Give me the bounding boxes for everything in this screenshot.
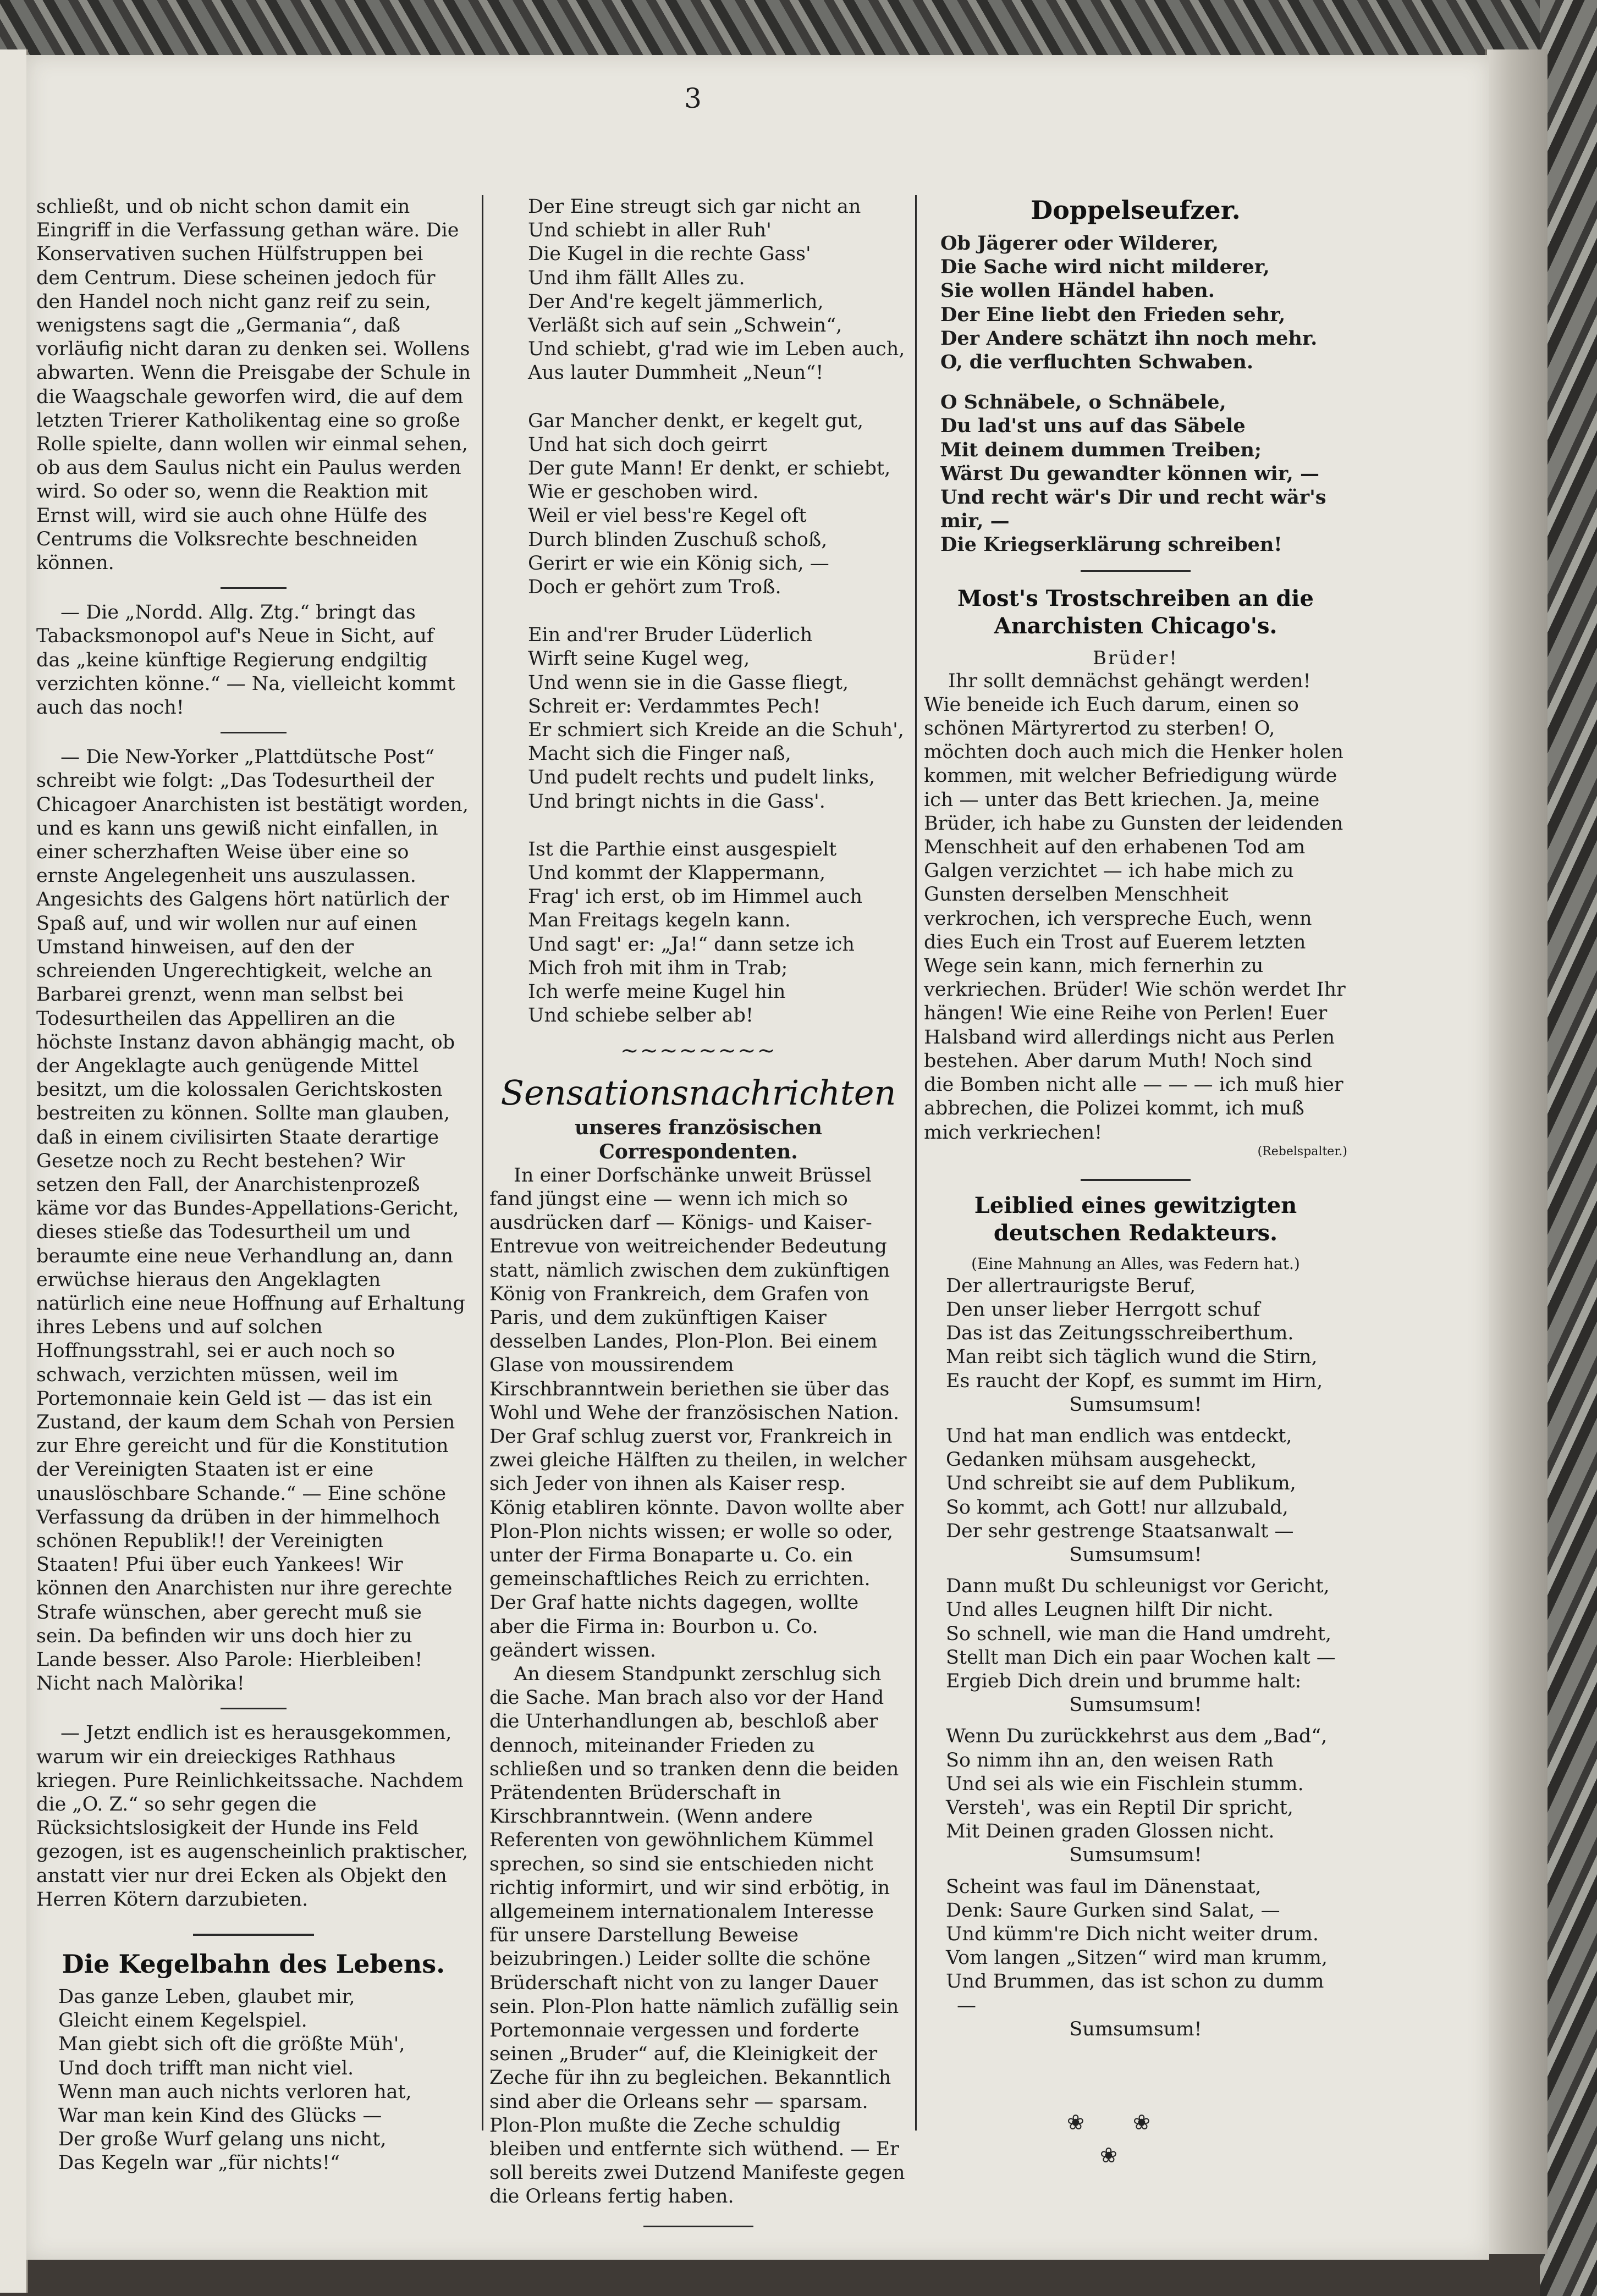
verse-line: Stellt man Dich ein paar Wochen kalt — (946, 1646, 1336, 1669)
poem-stanza (489, 410, 907, 600)
poem-title-kegelbahn: Die Kegelbahn des Lebens. (62, 1949, 445, 1979)
verse-line: Schreit er: Verdammtes Pech! (528, 695, 821, 718)
poem-stanza (489, 623, 907, 814)
verse-line: Frag' ich erst, ob im Himmel auch (528, 886, 863, 908)
poem-stanza (924, 390, 1347, 556)
verse-line: Weil er viel bess're Kegel oft (528, 505, 807, 527)
verse-line: Den unser lieber Herrgott schuf (946, 1298, 1260, 1321)
sensation-paragraph-1: In einer Dorfschänke unweit Brüssel fand jüngst eine — wenn ich mich so ausdrücken darf — Königs- und Kaiser-Entrevue von weitreichender Bedeutung statt, nämlich zwischen dem zukünftigen König von Frankreich, dem Grafen von Paris, und dem zukünftigen Kaiser desselben Landes, Plon-Plon. Bei einem Glase von moussirendem Kirschbranntwein beriethen sie über das Wohl und Wehe der französischen Nation. Der Graf schlug zuerst vor, Frankreich in zwei gleiche Hälften zu theilen, in welcher sich Jeder von ihnen als Kaiser resp. König etabliren könnte. Davon wollte aber Plon-Plon nichts wissen; er wolle so oder, unter der Firma Bonaparte u. Co. ein gemeinschaftliches Reich zu errichten. Der Graf hatte nichts dagegen, wollte aber die Firma in: Bourbon u. Co. geändert wissen. (489, 1164, 907, 1662)
separator (221, 732, 287, 733)
verse-line: Scheint was faul im Dänenstaat, (946, 1875, 1262, 1898)
poem-stanza (489, 195, 907, 385)
verse-line: Durch blinden Zuschuß schoß, (528, 528, 828, 551)
verse-line: Und alles Leugnen hilft Dir nicht. (946, 1599, 1274, 1621)
heading-leiblied: Leiblied eines gewitzigten deutschen Redakteurs. (974, 1192, 1297, 1246)
poem-kegelbahn (36, 1985, 471, 2176)
verse-line: Und pudelt rechts und pudelt links, (528, 766, 875, 789)
verse-line: Versteh', was ein Reptil Dir spricht, (946, 1796, 1293, 1819)
verse-line: Man giebt sich oft die größte Müh', (58, 2033, 405, 2056)
verse-line: Du lad'st uns auf das Säbele (940, 415, 1246, 438)
article-continuation: schließt, und ob nicht schon damit ein Eingriff in die Verfassung gethan wäre. Die Konservativen suchen Hülfstruppen bei dem Centrum. Diese scheinen jedoch für den Handel noch nicht ganz reif zu sein, wenigstens sagt die „Germania“, daß vorläufig nicht daran zu denken sei. Wollens abwarten. Wenn die Preisgabe der Schule in die Waagschale geworfen wird, die auf dem letzten Trierer Katholikentag eine so große Rolle spielte, dann wollen wir einmal sehen, ob aus dem Saulus nicht ein Paulus werden wird. So oder so, wenn die Reaktion mit Ernst will, wird sie auch ohne Hülfe des Centrums die Volksrechte beschneiden können. (36, 196, 471, 575)
news-item-anarchisten: — Die New-Yorker „Plattdütsche Post“ schreibt wie folgt: „Das Todesurtheil der Chicagoer Anarchisten ist bestätigt worden, und es kann uns gewiß nicht einfallen, in einer scherzhaften Weise über eine so ernste Angelegenheit uns auszulassen. Angesichts des Galgens hört natürlich der Spaß auf, und wir wollen nur auf einen Umstand hinweisen, auf den der schreienden Ungerechtigkeit, welche an Barbarei grenzt, wenn man selbst bei Todesurtheilen das Appelliren an die höchste Instanz davon abhängig macht, ob der Angeklagte auch genügende Mittel besitzt, um die kolossalen Gerichtskosten bestreiten zu können. Sollte man glauben, daß in einem civilisirten Staate derartige Gesetze noch zu Recht bestehen? Wir setzen den Fall, der Anarchistenprozeß käme vor das Bundes-Appellations-Gericht, dieses stieße das Todesurtheil um und beraumte eine neue Verhandlung an, dann erwüchse hieraus den Angeklagten natürlich eine neue Hoffnung auf Erhaltung ihres Lebens und auf solchen Hoffnungsstrahl, sei er auch noch so schwach, verzichten müssen, weil im Portemonnaie kein Geld ist — das ist ein Zustand, der kaum dem Schah von Persien zur Ehre gereicht und für die Konstitution der Vereinigten Staaten ist er eine unauslöschbare Schande.“ — Eine schöne Verfassung da drüben in der himmelhoch schönen Republik!! der Vereinigten Staaten! Pfui über euch Yankees! Wir können den Anarchisten nur ihre gerechte Strafe wünschen, aber gerecht muß sie sein. Da befinden wir uns doch hier zu Lande besser. Also Parole: Hierbleiben! Nicht nach Malòrika! (36, 746, 469, 1695)
separator (1081, 1179, 1191, 1181)
verse-line: Und kümm're Dich nicht weiter drum. (946, 1923, 1319, 1945)
verse-line: Wie er geschoben wird. (528, 481, 759, 504)
verse-line: Die Kugel in die rechte Gass' (528, 243, 811, 266)
page-number: 3 (684, 82, 702, 114)
verse-line: So kommt, ach Gott! nur allzubald, (946, 1496, 1288, 1519)
verse-line: Und schiebt, g'rad wie im Leben auch, (528, 338, 905, 361)
most-letter-text: Ihr sollt demnächst gehängt werden! Wie beneide ich Euch darum, einen so schönen Märtyrertod zu sterben! O, möchten doch auch mich die Henker holen kommen, mit welcher Befriedigung würde ich — unter das Bett kriechen. Ja, meine Brüder, ich habe zu Gunsten der leidenden Menschheit auf den erhabenen Tod am Galgen verzichtet — ich habe mich zu Gunsten derselben Menschheit verkrochen, ich verspreche Euch, wenn dies Euch ein Trost auf Euerem letzten Wege sein kann, mich fernerhin zu verkriechen. Brüder! Wie schön werdet Ihr hängen! Wie eine Reihe von Perlen! Euer Halsband wird allerdings nicht aus Perlen bestehen. Aber darum Muth! Noch sind die Bomben nicht alle — — — ich muß hier abbrechen, die Polizei kommt, ich muß mich verkriechen! (924, 670, 1346, 1144)
verse-line: War man kein Kind des Glücks — (58, 2105, 382, 2127)
column-rule-right (915, 195, 917, 2131)
verse-line: Mich froh mit ihm in Trab; (528, 957, 788, 979)
wavy-divider: ∼∼∼∼∼∼∼∼ (620, 1037, 777, 1063)
refrain: Sumsumsum! (1069, 1844, 1202, 1867)
verse-line: Der Eine liebt den Frieden sehr, (940, 303, 1286, 326)
verse-line: Ein and'rer Bruder Lüderlich (528, 624, 813, 647)
verse-line: Mit Deinen graden Glossen nicht. (946, 1820, 1275, 1843)
ornament-group (1067, 2110, 1177, 2176)
verse-line: Und schreibt sie auf dem Publikum, (946, 1472, 1296, 1495)
verse-line: Der gute Mann! Er denkt, er schiebt, (528, 457, 891, 480)
refrain: Sumsumsum! (1069, 1694, 1202, 1717)
verse-line: Wenn Du zurückkehrst aus dem „Bad“, (946, 1725, 1328, 1748)
sensation-paragraph-2: An diesem Standpunkt zerschlug sich die Sache. Man brach also vor der Hand die Unterhandlungen ab, beschloß aber dennoch, miteinander Frieden zu schließen und so tranken denn die beiden Prätendenten Brüderschaft in Kirschbranntwein. (Wenn andere Referenten von gewöhnlichem Kümmel sprechen, so sind sie entschieden nicht richtig informirt, und wir sind erbötig, in allgemeinem internationalem Interesse für unsere Darstellung Beweise beizubringen.) Leider sollte die schöne Brüderschaft nicht von zu langer Dauer sein. Plon-Plon hatte nämlich zufällig sein Portemonnaie vergessen und forderte seinen „Bruder“ auf, die Kleinigkeit der Zeche für ihn zu begleichen. Bekanntlich sind aber die Orleans sehr — sparsam. Plon-Plon mußte die Zeche schuldig bleiben und entfernte sich wüthend. — Er soll bereits zwei Dutzend Manifeste gegen die Orleans fertig haben. (489, 1663, 905, 2208)
news-item-rathhaus: — Jetzt endlich ist es herausgekommen, warum wir ein dreieckiges Rathhaus kriegen. Pure Reinlichkeitssache. Nachdem die „O. Z.“ so sehr gegen die Rücksichtslosigkeit der Hunde ins Feld gezogen, ist es augenscheinlich praktischer, anstatt vier nur drei Ecken als Objekt den Herren Kötern darzubieten. (36, 1722, 469, 1911)
verse-line: Verläßt sich auf sein „Schwein“, (528, 314, 842, 337)
verse-line: So schnell, wie man die Hand umdreht, (946, 1622, 1332, 1645)
verse-line: Der Andere schätzt ihn noch mehr. (940, 327, 1318, 350)
verse-line: Er schmiert sich Kreide an die Schuh', (528, 719, 904, 742)
verse-line: Und hat sich doch geirrt (528, 433, 768, 456)
verse-line: Und hat man endlich was entdeckt, (946, 1425, 1292, 1447)
verse-line: Denk: Saure Gurken sind Salat, — (946, 1899, 1280, 1922)
column-2 (489, 195, 907, 2244)
column-1 (36, 195, 471, 2176)
verse-line: Und kommt der Klappermann, (528, 862, 826, 885)
column-rule-left (482, 195, 483, 2131)
verse-line: Wärst Du gewandter können wir, — (940, 462, 1320, 485)
verse-line: Ist die Parthie einst ausgespielt (528, 838, 837, 860)
verse-line: Doch er gehört zum Troß. (528, 576, 781, 599)
verse-line: Und sagt' er: „Ja!“ dann setze ich (528, 933, 855, 956)
verse-line: Macht sich die Finger naß, (528, 743, 791, 765)
flower-ornament-icon: ❀ (1133, 2110, 1150, 2134)
heading-most: Most's Trostschreiben an die Anarchisten Chicago's. (957, 585, 1314, 639)
verse-line: O Schnäbele, o Schnäbele, (940, 391, 1226, 414)
verse-line: Man Freitags kegeln kann. (528, 909, 791, 932)
verse-line: Es raucht der Kopf, es summt im Hirn, (946, 1370, 1323, 1392)
verse-line: Und sei als wie ein Fischlein stumm. (946, 1773, 1304, 1795)
verse-line: Die Sache wird nicht milderer, (940, 256, 1270, 279)
verse-line: Man reibt sich täglich wund die Stirn, (946, 1346, 1318, 1368)
poem-stanza (924, 1875, 1347, 2018)
leiblied-subtitle: (Eine Mahnung an Alles, was Federn hat.) (971, 1254, 1300, 1273)
poem-stanza (924, 1274, 1347, 1393)
verse-line: Und wenn sie in die Gasse fliegt, (528, 671, 849, 694)
flower-ornament-icon: ❀ (1067, 2110, 1084, 2134)
marbled-board-top (0, 0, 1597, 60)
verse-line: Der allertraurigste Beruf, (946, 1274, 1196, 1297)
verse-line: Sie wollen Händel haben. (940, 279, 1215, 302)
refrain: Sumsumsum! (1069, 1543, 1202, 1566)
verse-line: Ergieb Dich drein und brumme halt: (946, 1670, 1302, 1692)
verse-line: O, die verfluchten Schwaben. (940, 351, 1254, 374)
subheading-correspondent: unseres französischen Correspondenten. (575, 1116, 822, 1163)
verse-line: Wenn man auch nichts verloren hat, (58, 2080, 412, 2103)
poem-stanza (924, 1575, 1347, 1693)
verse-line: Wirft seine Kugel weg, (528, 648, 750, 670)
poem-stanza (924, 1725, 1347, 1844)
verse-line: Gleicht einem Kegelspiel. (58, 2010, 307, 2032)
verse-line: Gerirt er wie ein König sich, — (528, 552, 829, 575)
verse-line: Und ihm fällt Alles zu. (528, 267, 745, 289)
verse-line: Gar Mancher denkt, er kegelt gut, (528, 410, 863, 432)
verse-line: Mit deinem dummen Treiben; (940, 438, 1262, 461)
verse-line: Und schiebe selber ab! (528, 1004, 754, 1027)
verse-line: Und schiebt in aller Ruh' (528, 219, 772, 242)
verse-line: Gedanken mühsam ausgeheckt, (946, 1449, 1257, 1471)
verse-line: Aus lauter Dummheit „Neun“! (528, 362, 824, 384)
verse-line: Die Kriegserklärung schreiben! (940, 533, 1282, 556)
page-stack-edge (1485, 49, 1548, 2254)
poem-stanza (924, 231, 1347, 374)
refrain: Sumsumsum! (1069, 2018, 1202, 2040)
verse-line: Das ganze Leben, glaubet mir, (58, 1986, 355, 2008)
news-item-tabacksmonopol: — Die „Nordd. Allg. Ztg.“ bringt das Tabacksmonopol auf's Neue in Sicht, auf das „keine künftige Regierung endgiltig verzichten könne.“ — Na, vielleicht kommt auch das noch! (36, 601, 455, 719)
separator (193, 1934, 314, 1936)
verse-line: Und Brummen, das ist schon zu dumm — (946, 1971, 1324, 2017)
separator (221, 587, 287, 589)
verse-line: Das ist das Zeitungsschreiberthum. (946, 1322, 1294, 1345)
marbled-board-right (1540, 0, 1597, 2296)
poem-stanza (489, 838, 907, 1028)
verse-line: Das Kegeln war „für nichts!“ (58, 2152, 340, 2174)
verse-line: Der sehr gestrenge Staatsanwalt — (946, 1520, 1294, 1542)
previous-page-edge (0, 49, 28, 2293)
heading-sensationsnachrichten: Sensationsnachrichten (500, 1072, 896, 1113)
refrain: Sumsumsum! (1069, 1393, 1202, 1416)
verse-line: Und bringt nichts in die Gass'. (528, 790, 825, 813)
verse-line: Ob Jägerer oder Wilderer, (940, 232, 1219, 255)
verse-line: Und recht wär's Dir und recht wär's mir, — (940, 486, 1326, 533)
separator (643, 2226, 753, 2227)
verse-line: Dann mußt Du schleunigst vor Gericht, (946, 1575, 1330, 1598)
verse-line: Ich werfe meine Kugel hin (528, 981, 786, 1003)
verse-line: Der Eine streugt sich gar nicht an (528, 196, 861, 218)
flower-ornament-icon: ❀ (1100, 2143, 1117, 2167)
verse-line: So nimm ihn an, den weisen Rath (946, 1749, 1274, 1771)
verse-line: Der And're kegelt jämmerlich, (528, 290, 824, 313)
poem-title-doppelseufzer: Doppelseufzer. (1031, 195, 1241, 225)
verse-line: Vom langen „Sitzen“ wird man krumm, (946, 1947, 1328, 1969)
verse-line: Der große Wurf gelang uns nicht, (58, 2128, 387, 2151)
poem-stanza (924, 1425, 1347, 1543)
separator (1081, 570, 1191, 572)
column-3 (924, 195, 1347, 2041)
salutation: Brüder! (1093, 647, 1179, 669)
verse-line: Und doch trifft man nicht viel. (58, 2057, 354, 2079)
source-attribution: (Rebelspalter.) (1257, 1144, 1347, 1158)
separator (221, 1708, 287, 1709)
